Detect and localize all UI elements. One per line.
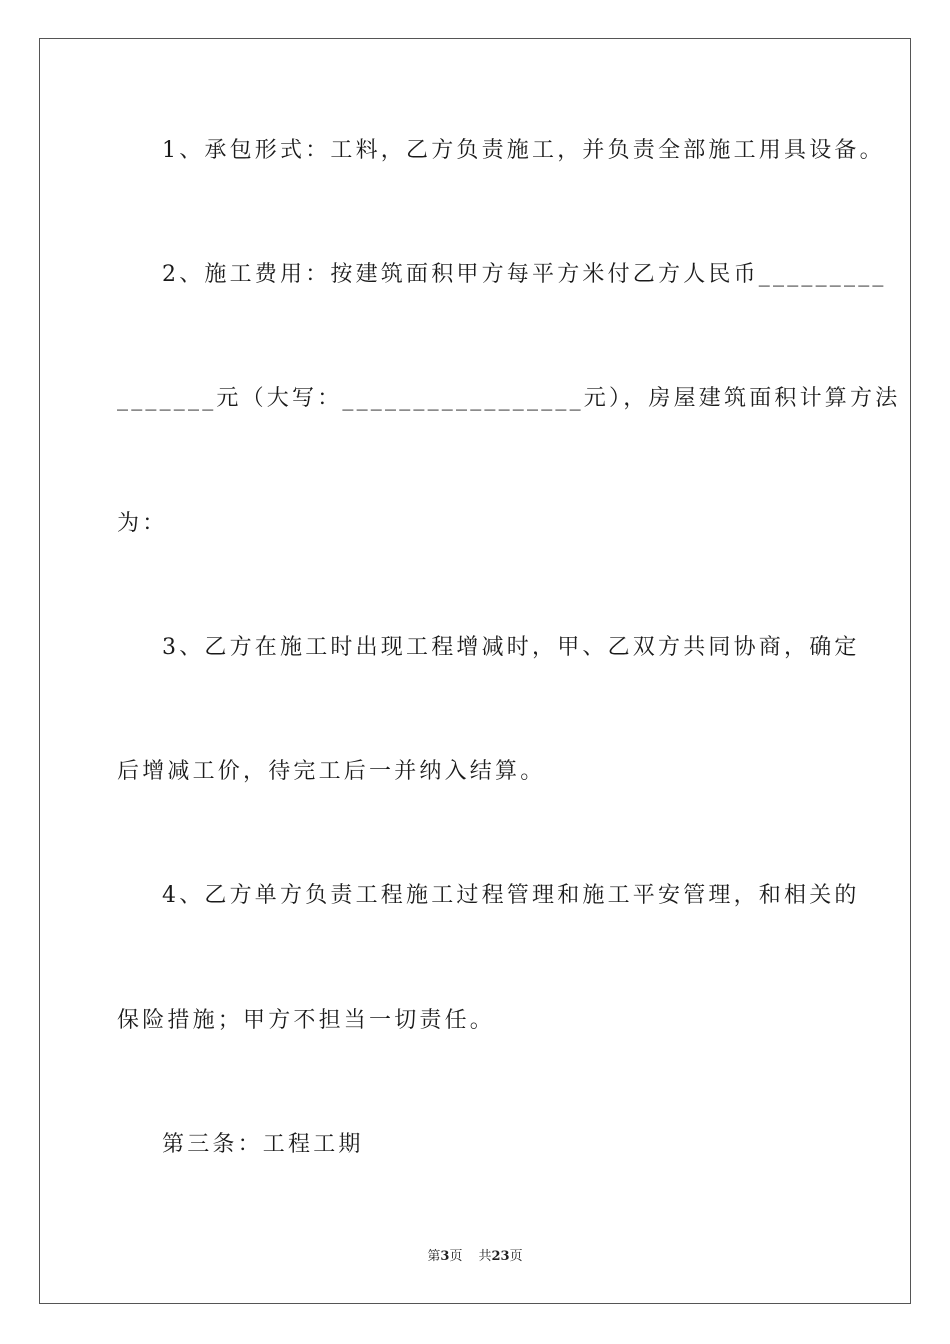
clause-3-line-1: 3、乙方在施工时出现工程增减时，甲、乙双方共同协商，确定 [162,635,860,660]
footer-total-pages: 23 [491,1249,510,1264]
footer-page-suffix: 页 [449,1249,463,1264]
clause-2-line-2: _______元（大写：_________________元），房屋建筑面积计算方法 [117,386,901,411]
clause-1-line-1: 1、承包形式：工料，乙方负责施工，并负责全部施工用具设备。 [162,138,885,163]
clause-2-line-3: 为： [117,511,168,536]
page-frame [39,38,911,1304]
section-heading-article-3: 第三条：工程工期 [162,1132,364,1157]
footer-page-number: 3 [440,1249,450,1264]
clause-4-line-2: 保险措施；甲方不担当一切责任。 [117,1008,496,1033]
footer-page-prefix: 第 [427,1249,441,1264]
clause-3-line-2: 后增减工价，待完工后一并纳入结算。 [117,759,546,784]
page-footer [0,1248,950,1266]
footer-total-suffix: 页 [509,1249,523,1264]
footer-total-prefix: 共 [478,1249,492,1264]
clause-4-line-1: 4、乙方单方负责工程施工过程管理和施工平安管理，和相关的 [162,883,860,908]
clause-2-line-1: 2、施工费用：按建筑面积甲方每平方米付乙方人民币_________ [162,262,887,287]
